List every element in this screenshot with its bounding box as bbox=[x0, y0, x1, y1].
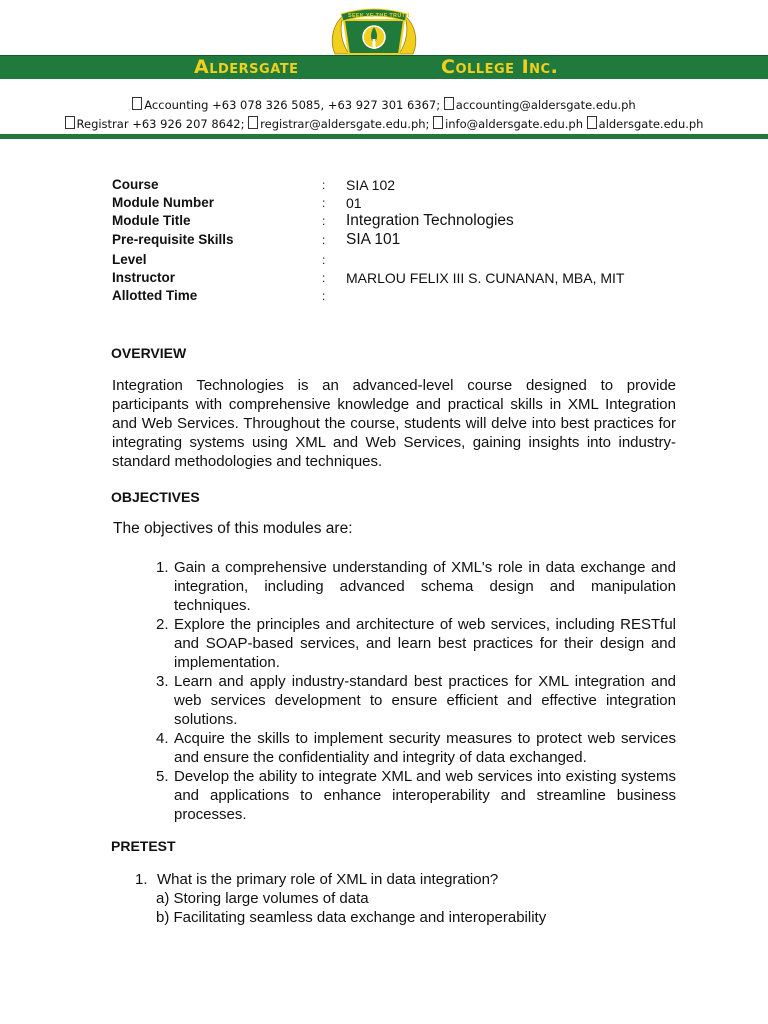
info-colon: : bbox=[322, 289, 326, 303]
objective-text: Develop the ability to integrate XML and web services into existing systems and applications to enhance interoperability and streamline business processes. bbox=[174, 768, 676, 823]
contact-registrar-email[interactable]: registrar@aldersgate.edu.ph; bbox=[260, 117, 430, 131]
info-value-course: SIA 102 bbox=[346, 177, 396, 193]
globe-icon bbox=[587, 116, 597, 129]
info-colon: : bbox=[322, 214, 326, 228]
info-colon: : bbox=[322, 271, 326, 285]
info-label-module-title: Module Title bbox=[112, 213, 191, 228]
info-label-prerequisite: Pre-requisite Skills bbox=[112, 232, 234, 247]
header-divider bbox=[0, 134, 768, 139]
email-icon bbox=[444, 97, 454, 110]
objectives-intro: The objectives of this modules are: bbox=[113, 520, 353, 537]
objectives-list bbox=[156, 558, 676, 824]
objective-number: 1. bbox=[156, 559, 169, 576]
overview-heading: OVERVIEW bbox=[111, 345, 187, 361]
email-icon bbox=[433, 116, 443, 129]
logo-motto: SEEK YE THE TRUTH bbox=[348, 13, 410, 19]
objective-text: Learn and apply industry-standard best practices for XML integration and web services development to ensure efficient and effective integration solutions. bbox=[174, 673, 676, 728]
college-name-left: Aldersgate bbox=[194, 56, 299, 78]
pretest-question-number: 1. bbox=[135, 871, 148, 888]
email-icon bbox=[248, 116, 258, 129]
college-name-right: College Inc. bbox=[441, 56, 559, 78]
info-colon: : bbox=[322, 178, 326, 192]
overview-text: Integration Technologies is an advanced-level course designed to provide participants with comprehensive knowledge and practical skills in XML Integration and Web Services. Throughout the course, students will delve into best practices for integrating systems using XML and Web Services, gaining insights into industry-standard methodologies and techniques. bbox=[112, 377, 676, 470]
objective-number: 2. bbox=[156, 616, 169, 633]
contact-registrar-phone: Registrar +63 926 207 8642; bbox=[76, 117, 245, 131]
objective-item bbox=[156, 729, 676, 767]
objective-item bbox=[156, 672, 676, 729]
info-label-instructor: Instructor bbox=[112, 270, 176, 285]
info-colon: : bbox=[322, 196, 326, 210]
objective-text: Acquire the skills to implement security measures to protect web services and ensure the confidentiality and integrity of data exchanged. bbox=[174, 730, 676, 766]
objective-text: Gain a comprehensive understanding of XML's role in data exchange and integration, including advanced schema design and manipulation techniques. bbox=[174, 559, 676, 614]
contact-accounting-email[interactable]: accounting@aldersgate.edu.ph bbox=[455, 98, 636, 112]
info-value-module-title: Integration Technologies bbox=[346, 212, 514, 229]
pretest-option-b: b) Facilitating seamless data exchange and interoperability bbox=[156, 909, 547, 926]
objective-item bbox=[156, 767, 676, 824]
info-label-module-number: Module Number bbox=[112, 195, 215, 210]
objectives-heading: OBJECTIVES bbox=[111, 489, 200, 505]
phone-icon bbox=[65, 116, 75, 129]
phone-icon bbox=[132, 97, 142, 110]
contact-line-1 bbox=[0, 97, 768, 112]
info-value-module-number: 01 bbox=[346, 195, 362, 211]
objective-item bbox=[156, 615, 676, 672]
info-label-course: Course bbox=[112, 177, 159, 192]
info-label-allotted-time: Allotted Time bbox=[112, 288, 198, 303]
contact-accounting-phone: Accounting +63 078 326 5085, +63 927 301 6367; bbox=[144, 98, 441, 112]
info-value-instructor: MARLOU FELIX III S. CUNANAN, MBA, MIT bbox=[346, 270, 625, 286]
objective-text: Explore the principles and architecture of web services, including RESTful and SOAP-based services, and learn best practices for their design and implementation. bbox=[174, 616, 676, 671]
info-value-prerequisite: SIA 101 bbox=[346, 231, 401, 248]
header-banner bbox=[0, 55, 768, 79]
pretest-option-a: a) Storing large volumes of data bbox=[156, 890, 369, 907]
objective-number: 5. bbox=[156, 768, 169, 785]
pretest-question: What is the primary role of XML in data integration? bbox=[157, 871, 499, 888]
contact-info-email[interactable]: info@aldersgate.edu.ph bbox=[445, 117, 583, 131]
info-colon: : bbox=[322, 233, 326, 247]
pretest-heading: PRETEST bbox=[111, 838, 176, 854]
objective-item bbox=[156, 558, 676, 615]
contact-website[interactable]: aldersgate.edu.ph bbox=[598, 117, 704, 131]
info-label-level: Level bbox=[112, 252, 147, 267]
objective-number: 3. bbox=[156, 673, 169, 690]
info-colon: : bbox=[322, 253, 326, 267]
objective-number: 4. bbox=[156, 730, 169, 747]
contact-line-2 bbox=[0, 116, 768, 131]
